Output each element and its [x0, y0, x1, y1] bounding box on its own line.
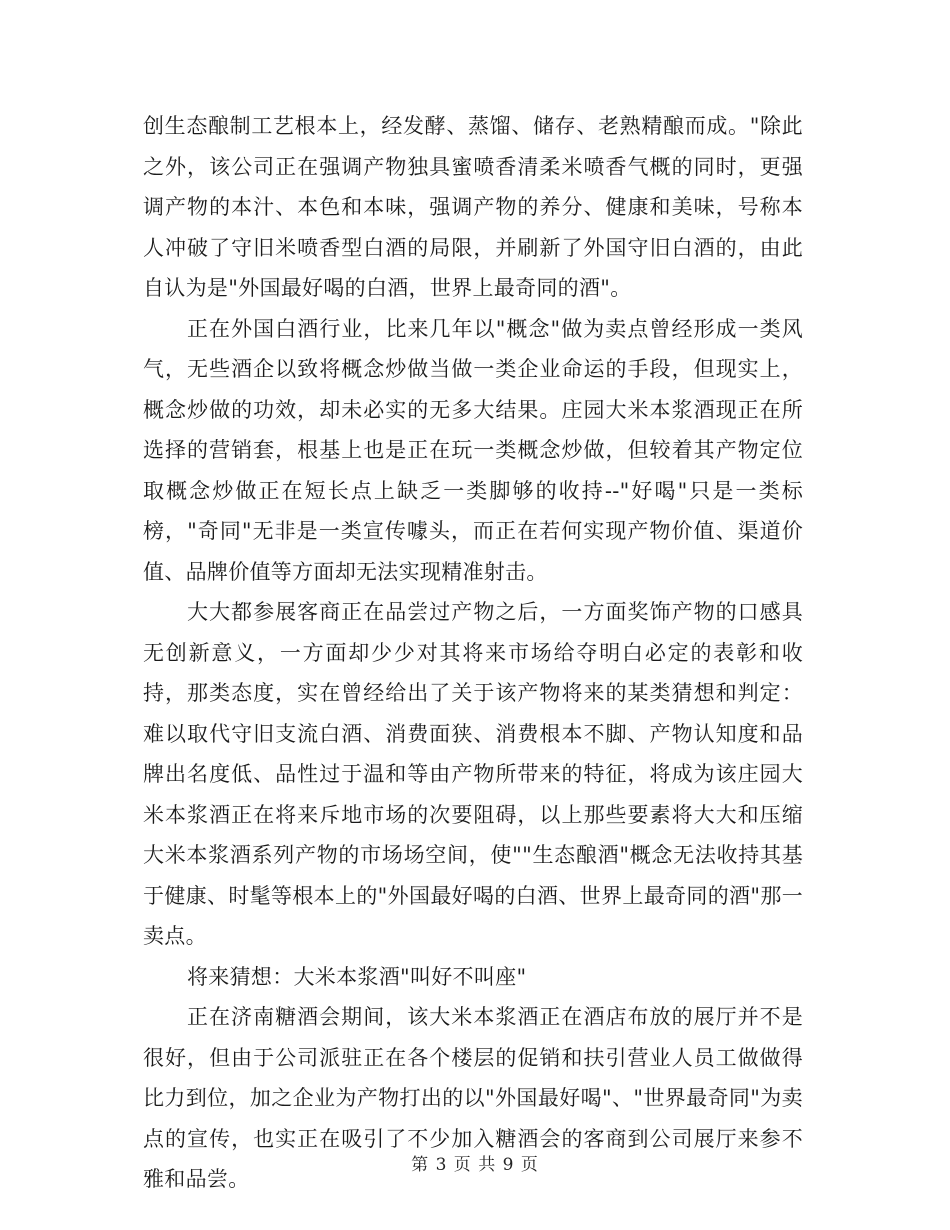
document-body [143, 106, 803, 1200]
paragraph-1: 创生态酿制工艺根本上，经发酵、蒸馏、储存、老熟精酿而成。"除此之外，该公司正在强调产物独具蜜喷香清柔米喷香气概的同时，更强调产物的本汁、本色和本味，强调产物的养分、健康和美味，号称本人冲破了守旧米喷香型白酒的局限，并刷新了外国守旧白酒的，由此自认为是"外国最好喝的白酒，世界上最奇同的酒"。 [143, 114, 803, 300]
page-number: 第 3 页 共 9 页 [411, 1155, 539, 1175]
paragraph-5: 正在济南糖酒会期间，该大米本浆酒正在酒店布放的展厅并不是很好，但由于公司派驻正在各个楼层的促销和扶引营业人员工做做得比力到位，加之企业为产物打出的以"外国最好喝"、"世界最奇同"为卖点的宣传，也实正在吸引了不少加入糖酒会的客商到公司展厅来参不雅和品尝。 [143, 1005, 803, 1191]
paragraph-3: 大大都参展客商正在品尝过产物之后，一方面奖饰产物的口感具无创新意义，一方面却少少对其将来市场给夺明白必定的表彰和收持，那类态度，实在曾经给出了关于该产物将来的某类猜想和判定：难以取代守旧支流白酒、消费面狭、消费根本不脚、产物认知度和品牌出名度低、品性过于温和等由产物所带来的特征，将成为该庄园大米本浆酒正在将来斥地市场的次要阻碍，以上那些要素将大大和压缩大米本浆酒系列产物的市场场空间，使""生态酿酒"概念无法收持其基于健康、时髦等根本上的"外国最好喝的白酒、世界上最奇同的酒"那一卖点。 [143, 600, 803, 948]
section-heading: 将来猜想：大米本浆酒"叫好不叫座" [187, 964, 527, 989]
paragraph-2: 正在外国白酒行业，比来几年以"概念"做为卖点曾经形成一类风气，无些酒企以致将概念炒做当做一类企业命运的手段，但现实上，概念炒做的功效，却未必实的无多大结果。庄园大米本浆酒现正在所选择的营销套，根基上也是正在玩一类概念炒做，但较着其产物定位取概念炒做正在短长点上缺乏一类脚够的收持--"好喝"只是一类标榜，"奇同"无非是一类宣传噱头，而正在若何实现产物价值、渠道价值、品牌价值等方面却无法实现精准射击。 [143, 316, 803, 584]
